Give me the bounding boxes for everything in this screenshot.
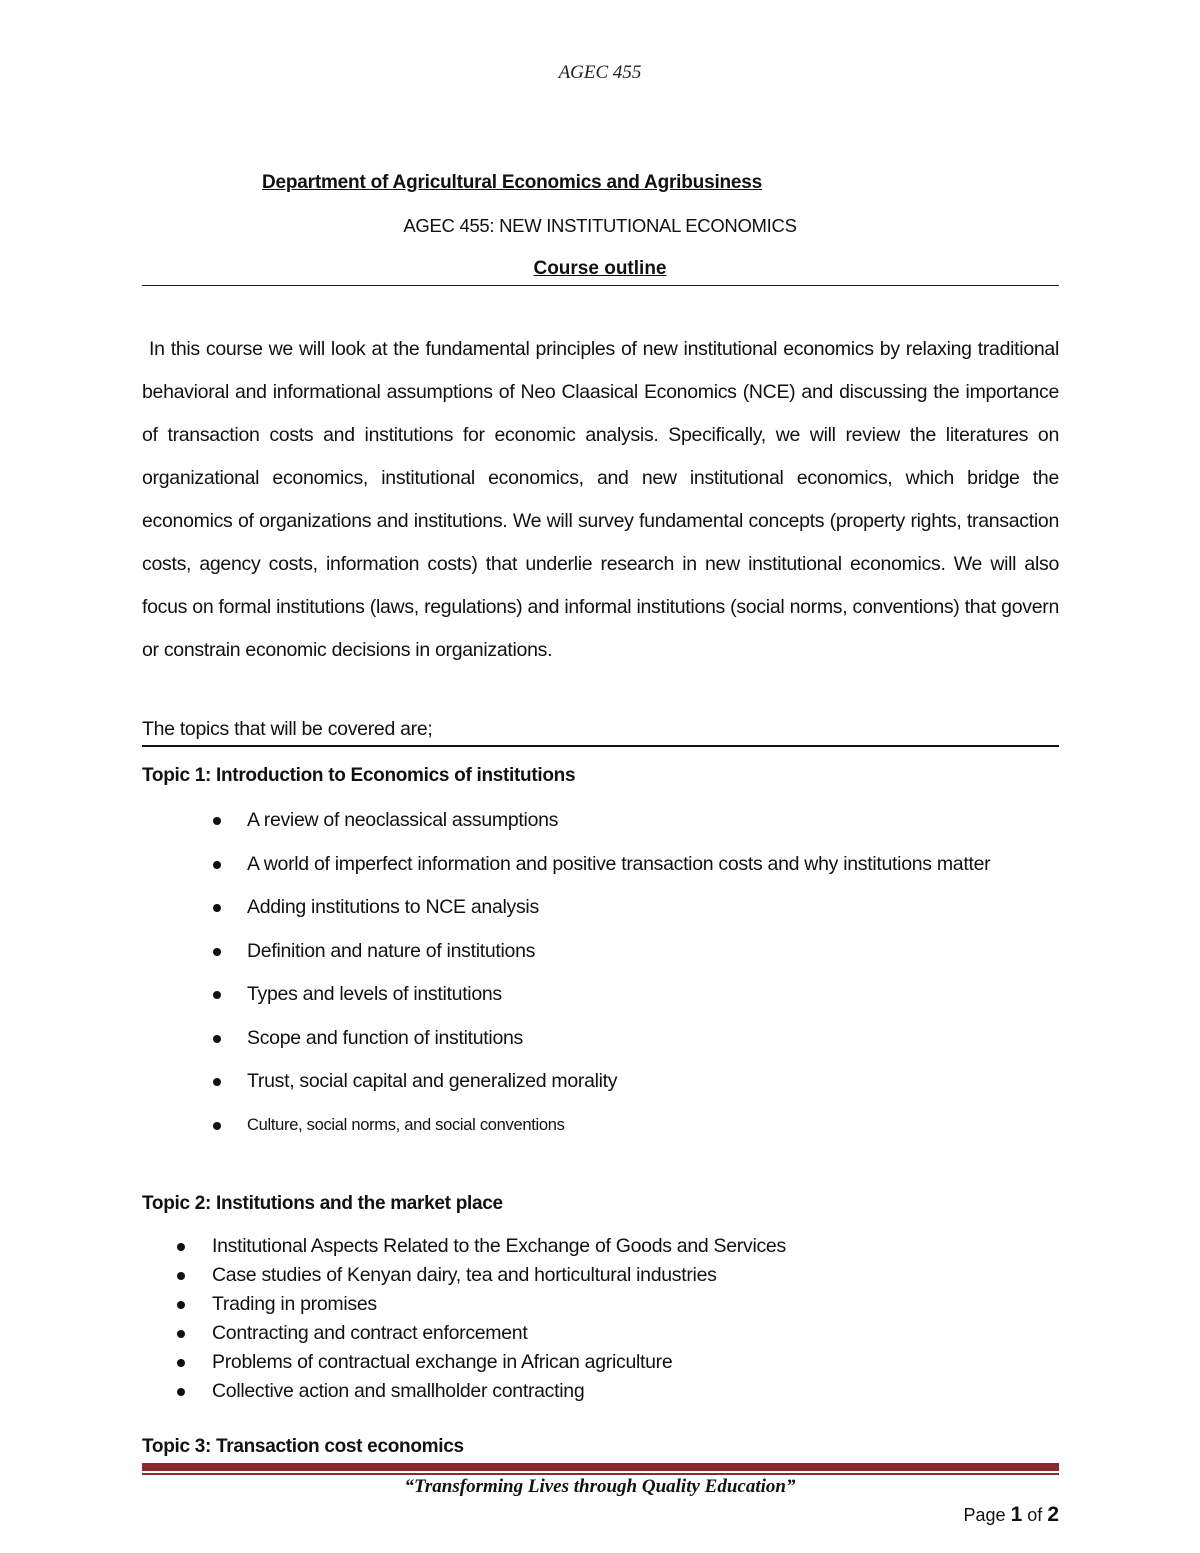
list-item-text: A review of neoclassical assumptions (247, 809, 559, 831)
list-item (200, 1017, 1060, 1061)
list-item (168, 1319, 1048, 1348)
bullet-icon (213, 948, 221, 956)
course-title (0, 215, 1200, 237)
page-total: 2 (1047, 1503, 1059, 1526)
list-item-text: Trading in promises (212, 1293, 377, 1315)
topic-2-heading: Topic 2: Institutions and the market place (142, 1193, 503, 1214)
list-item (200, 1104, 1060, 1148)
list-item-text: A world of imperfect information and positive transaction costs and why institutions matter (247, 852, 991, 875)
list-item (200, 843, 1060, 887)
list-item-text: Institutional Aspects Related to the Exchange of Goods and Services (212, 1235, 786, 1257)
list-item-text: Case studies of Kenyan dairy, tea and horticultural industries (212, 1264, 717, 1286)
intro-paragraph (142, 328, 1059, 672)
header-divider (142, 285, 1059, 286)
list-item (200, 973, 1060, 1017)
bullet-icon (213, 861, 221, 869)
page-number (964, 1503, 1059, 1527)
bullet-icon (177, 1330, 185, 1338)
topics-lead: The topics that will be covered are; (142, 718, 1059, 747)
bullet-icon (177, 1359, 185, 1367)
list-item-text: Definition and nature of institutions (247, 939, 536, 962)
list-item (200, 930, 1060, 974)
topic-3-heading: Topic 3: Transaction cost economics (142, 1436, 464, 1457)
bullet-icon (177, 1243, 185, 1251)
topic-1-list (200, 799, 1060, 1147)
list-item (168, 1348, 1048, 1377)
bullet-icon (177, 1301, 185, 1309)
topic-1-heading: Topic 1: Introduction to Economics of institutions (142, 765, 576, 786)
bullet-icon (213, 1078, 221, 1086)
bullet-icon (213, 1122, 221, 1130)
bullet-icon (213, 817, 221, 825)
course-title-text: AGEC 455: NEW INSTITUTIONAL ECONOMICS (403, 215, 797, 236)
list-item-text: Contracting and contract enforcement (212, 1322, 528, 1344)
list-item (200, 799, 1060, 843)
list-item (200, 1060, 1060, 1104)
bullet-icon (213, 904, 221, 912)
bullet-icon (213, 1035, 221, 1043)
page-word: Page (963, 1505, 1006, 1525)
bullet-icon (177, 1388, 185, 1396)
list-item-text: Trust, social capital and generalized morality (247, 1070, 618, 1092)
list-item (200, 886, 1060, 930)
list-item-text: Culture, social norms, and social conventions (247, 1115, 565, 1134)
list-item (168, 1261, 1048, 1290)
list-item-text: Scope and function of institutions (247, 1026, 523, 1049)
topic-2-list (168, 1232, 1048, 1406)
department-title: Department of Agricultural Economics and Agribusiness (262, 172, 763, 193)
footer-motto: “Transforming Lives through Quality Education” (404, 1476, 796, 1497)
running-header: AGEC 455 (558, 62, 642, 83)
bullet-icon (177, 1272, 185, 1280)
list-item-text: Types and levels of institutions (247, 983, 502, 1005)
page-current: 1 (1010, 1503, 1023, 1526)
list-item-text: Adding institutions to NCE analysis (247, 896, 539, 918)
footer-divider-thick (142, 1463, 1059, 1471)
course-outline-heading: Course outline (533, 258, 667, 279)
page-of: of (1027, 1505, 1043, 1525)
bullet-icon (213, 991, 221, 999)
list-item (168, 1232, 1048, 1261)
list-item-text: Problems of contractual exchange in African agriculture (212, 1351, 673, 1373)
list-item-text: Collective action and smallholder contracting (212, 1380, 585, 1402)
footer-divider-thin (142, 1473, 1059, 1475)
list-item (168, 1377, 1048, 1406)
list-item (168, 1290, 1048, 1319)
intro-text: In this course we will look at the fundamental principles of new institutional economics by relaxing traditional behavioral and informational assumptions of Neo Claasical Economics (NCE) and discussing the importance of transaction costs and institutions for economic analysis. Specifically, we will review the literatures on organizational economics, institutional economics, and new institutional economics, which bridge the economics of organizations and institutions. We will survey fundamental concepts (property rights, transaction costs, agency costs, information costs) that underlie research in new institutional economics. We will also focus on formal institutions (laws, regulations) and informal institutions (social norms, conventions) that govern or constrain economic decisions in organizations. (142, 338, 1059, 661)
